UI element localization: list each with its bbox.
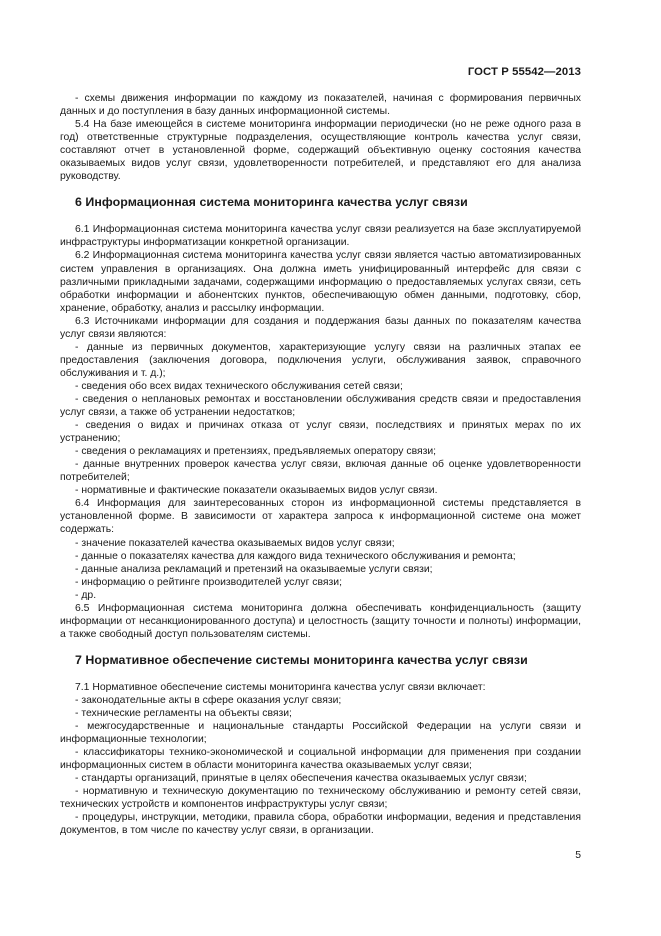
paragraph: 5.4 На базе имеющейся в системе мониторинга информации периодически (но не реже одного раза в год) ответственные структурные подразделения, осуществляющие контроль качества услуг связи, составляют отчет в установленной форме, содержащий объективную оценку состояния качества оказываемых видов услуг связи, удовлетворенности потребителей, и представляют его для анализа руководству. (60, 119, 581, 183)
list-item: - данные из первичных документов, характеризующие услугу связи на различных этапах ее предоставления (заключения договора, подключения услуги, обслуживания заявок, справочного обслуживания и т. д.); (60, 341, 581, 379)
list-item: - др. (75, 589, 97, 601)
list-item: - данные внутренних проверок качества услуг связи, включая данные об оценке удовлетворенности потребителей; (60, 459, 581, 484)
list-item: - данные о показателях качества для каждого вида технического обслуживания и ремонта; (75, 550, 516, 562)
document-id-header: ГОСТ Р 55542—2013 (467, 66, 581, 78)
list-item: - процедуры, инструкции, методики, правила сбора, обработки информации, ведения и представления документов, в том числе по качеству услуг связи, в организации. (60, 812, 581, 837)
list-item: - стандарты организаций, принятые в целях обеспечения качества оказываемых услуг связи; (75, 773, 527, 785)
list-item: - сведения о неплановых ремонтах и восстановлении обслуживания средств связи и предоставления услуг связи, а также об устранении недостатков; (60, 393, 581, 419)
paragraph: 6.2 Информационная система мониторинга качества услуг связи является частью автоматизированных систем управления в организациях. Она должна иметь унифицированный интерфейс для связи с различными прикладными задачами, содержащими информацию о предоставляемых услугах связи, сеть обработки информации и абонентских пунктов, обеспечивающую обмен данными, подготовку, сбор, хранение, обработку, анализ и рассылку информации. (60, 250, 581, 314)
list-item: - сведения о видах и причинах отказа от услуг связи, последствиях и принятых мерах по их устранению; (60, 420, 581, 445)
list-item: - классификаторы технико-экономической и социальной информации для применения при создании информационных систем в области мониторинга качества оказываемых услуг связи; (60, 747, 581, 772)
list-item: - значение показателей качества оказываемых видов услуг связи; (75, 537, 395, 549)
page-number: 5 (575, 850, 581, 861)
list-item: - технические регламенты на объекты связи; (75, 708, 292, 720)
paragraph: 6.3 Источниками информации для создания и поддержания базы данных по показателям качества услуг связи являются: (60, 315, 581, 340)
list-item: - нормативные и фактические показатели оказываемых видов услуг связи. (75, 485, 438, 497)
list-item: - законодательные акты в сфере оказания услуг связи; (75, 694, 342, 706)
list-item: - данные анализа рекламаций и претензий на оказываемые услуги связи; (75, 563, 433, 575)
paragraph: 6.4 Информация для заинтересованных сторон из информационной системы представляется в установленной форме. В зависимости от характера запроса к информационной системе она может содержать: (60, 498, 581, 536)
list-item: - нормативную и техническую документацию по техническому обслуживанию и ремонту сетей связи, технических устройств и компонентов инфраструктуры услуг связи; (60, 786, 581, 811)
paragraph: 6.1 Информационная система мониторинга качества услуг связи реализуется на базе эксплуатируемой инфраструктуры информатизации конкретной организации. (60, 224, 581, 249)
section-7-heading: 7 Нормативное обеспечение системы мониторинга качества услуг связи (75, 652, 528, 667)
list-item: - информацию о рейтинге производителей услуг связи; (75, 576, 342, 588)
paragraph: 7.1 Нормативное обеспечение системы мониторинга качества услуг связи включает: (75, 681, 486, 693)
list-item: - сведения о рекламациях и претензиях, предъявляемых оператору связи; (75, 446, 437, 458)
section-6-heading: 6 Информационная система мониторинга качества услуг связи (75, 195, 468, 210)
paragraph: 6.5 Информационная система мониторинга должна обеспечивать конфиденциальность (защиту информации от несанкционированного доступа) и целостность (защиту точности и полноты) информации, а также свободный доступ пользователям системы. (60, 602, 581, 640)
paragraph: - схемы движения информации по каждому из показателей, начиная с формирования первичных данных и до поступления в базу данных информационной системы. (60, 93, 581, 118)
list-item: - межгосударственные и национальные стандарты Российской Федерации на услуги связи и информационные технологии; (60, 721, 581, 746)
page-content (60, 92, 581, 837)
list-item: - сведения обо всех видах технического обслуживания сетей связи; (75, 380, 403, 392)
